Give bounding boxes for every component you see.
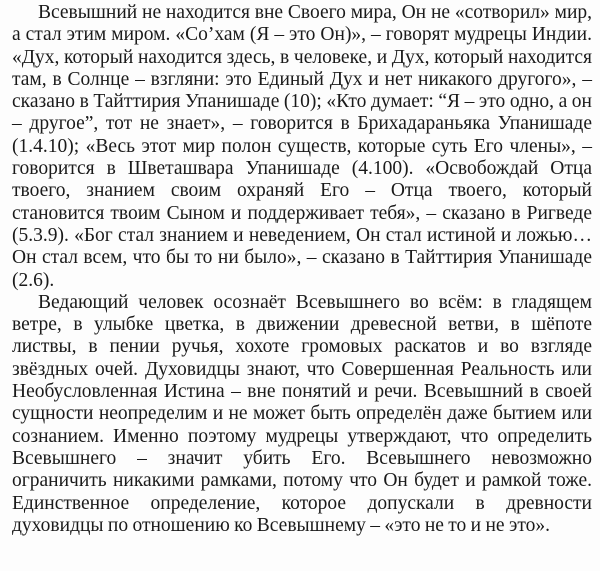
paragraph-1: Всевышний не находится вне Своего мира, Он не «сотворил» мир, а стал этим миром. «Со’хам (Я – это Он)», – говорят мудрецы Индии. «Дух, который находится здесь, в человеке, и Дух, который находится там, в Солнце – взгляни: это Единый Дух и нет никакого другого», – сказано в Тайттирия Упанишаде (10); «Кто думает: “Я – это одно, а он – другое”, тот не знает», – говорится в Брихадараньяка Упанишаде (1.4.10); «Весь этот мир полон существ, которые суть Его члены», – говорится в Шветашвара Упанишаде (4.100). «Освобождай Отца твоего, знанием своим охраняй Его – Отца твоего, который становится твоим Сыном и поддерживает тебя», – сказано в Ригведе (5.3.9). «Бог стал знанием и неведением, Он стал истиной и ложью… Он стал всем, что бы то ни было», – сказано в Тайттирия Упанишаде (2.6). [12,2,592,291]
paragraph-2: Ведающий человек осознаёт Всевышнего во всём: в гладящем ветре, в улыбке цветка, в движении древесной ветви, в шёпоте листвы, в пении ручья, хохоте громовых раскатов и во взгляде звёздных очей. Духовидцы знают, что Совершенная Реальность или Необусловленная Истина – вне понятий и речи. Всевышний в своей сущности неопределим и не может быть определён даже бытием или сознанием. Именно поэтому мудрецы утверждают, что определить Всевышнего – значит убить Его. Всевышнего невозможно ограничить никакими рамками, потому что Он будет и рамкой тоже. Единственное определение, которое допускали в древности духовидцы по отношению ко Всевышнему – «это не то и не это». [12,291,592,536]
